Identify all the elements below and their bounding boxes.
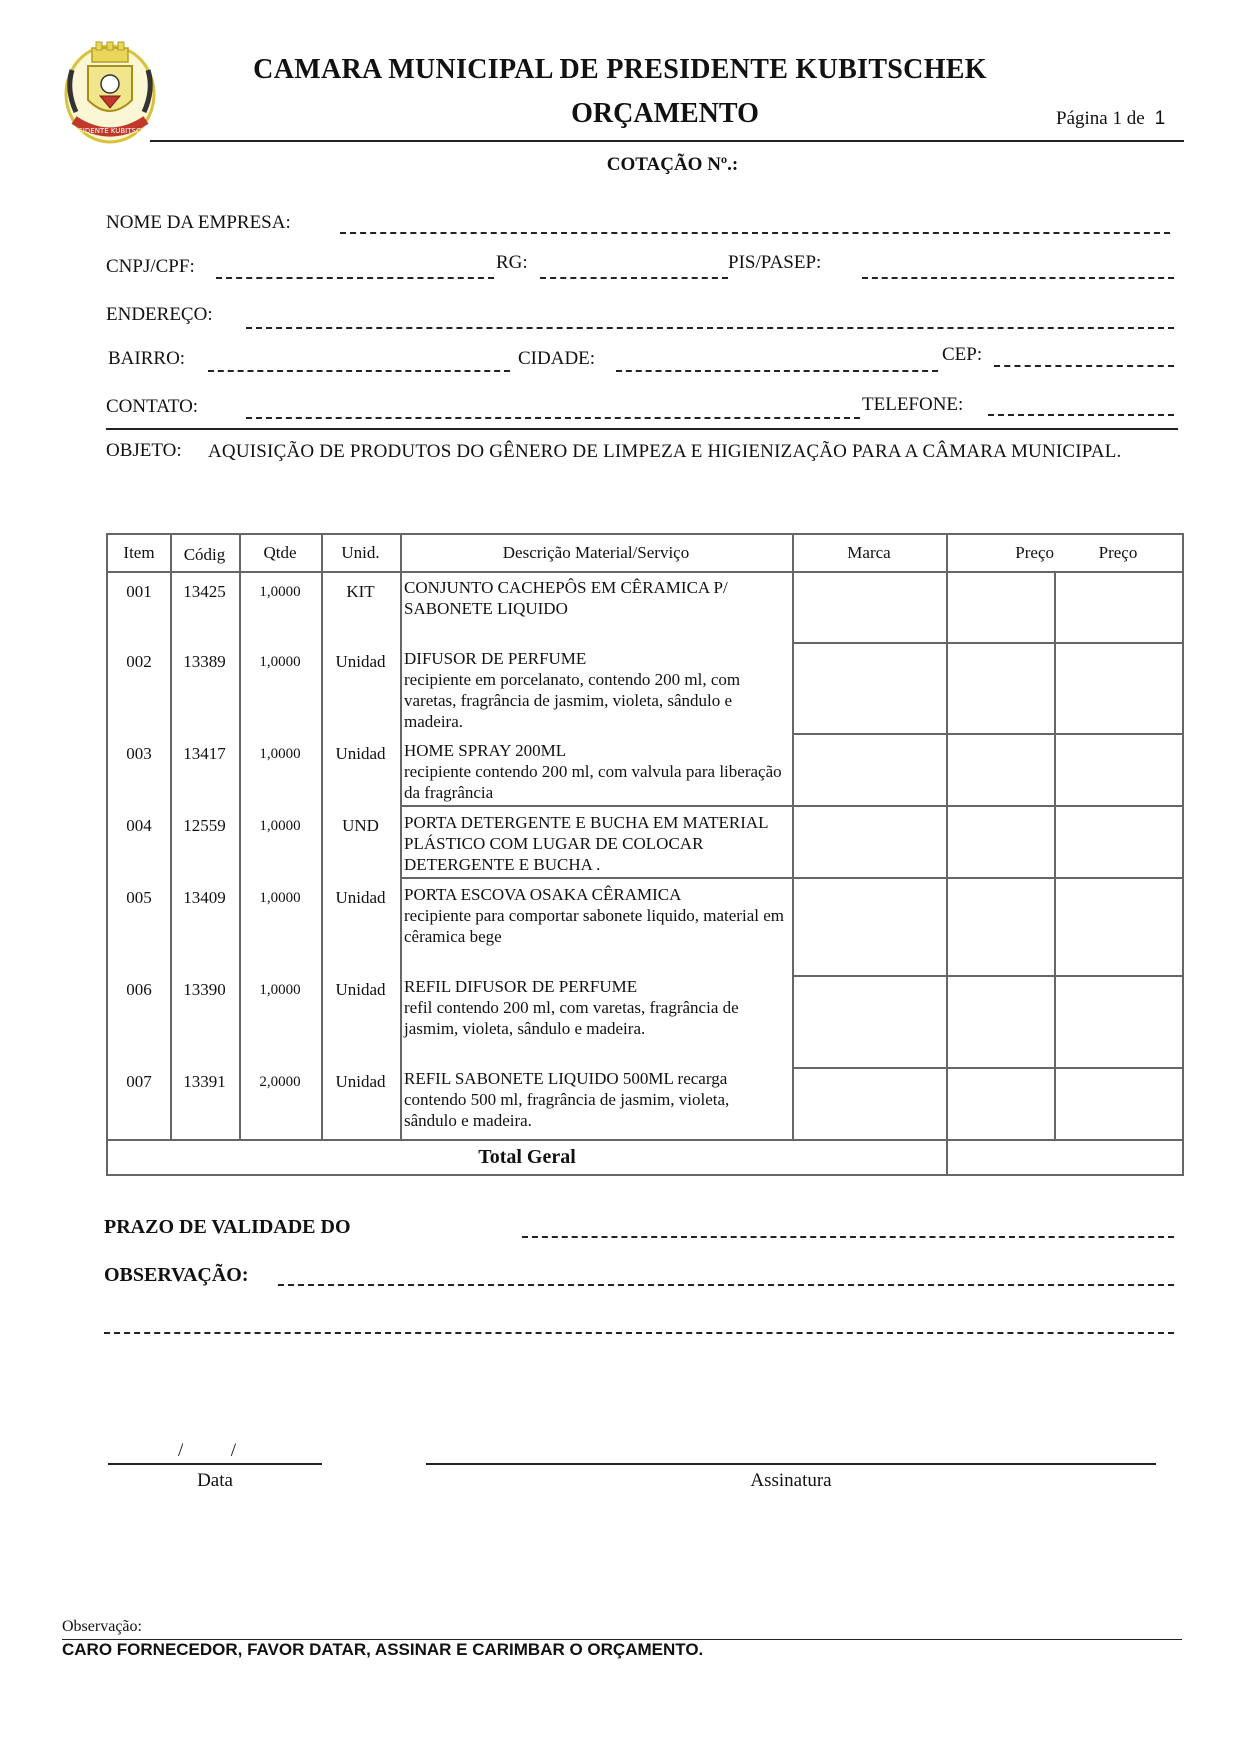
cep-label: CEP: bbox=[942, 344, 983, 365]
desc-title: HOME SPRAY 200ML bbox=[404, 741, 567, 760]
cell-code: 12559 bbox=[183, 816, 226, 835]
cell-qty: 1,0000 bbox=[259, 890, 301, 906]
col-header-item: Item bbox=[123, 543, 155, 562]
cell-item: 004 bbox=[126, 816, 152, 835]
cell-qty: 1,0000 bbox=[259, 746, 301, 762]
row-divider bbox=[400, 805, 1182, 807]
city-label: CIDADE: bbox=[518, 348, 596, 369]
col-divider bbox=[792, 535, 794, 1141]
cell-unit: Unidad bbox=[335, 980, 386, 999]
pis-field[interactable] bbox=[862, 277, 1174, 279]
phone-field[interactable] bbox=[988, 414, 1174, 416]
cell-item: 005 bbox=[126, 888, 152, 907]
col-divider bbox=[239, 535, 241, 1141]
signature-line[interactable] bbox=[426, 1463, 1156, 1465]
desc-detail: recipiente contendo 200 ml, com valvula para liberação da fragrância bbox=[404, 762, 782, 802]
page-label: Página 1 de bbox=[1056, 108, 1145, 129]
cell-unit: Unidad bbox=[335, 1072, 386, 1091]
object-text: AQUISIÇÃO DE PRODUTOS DO GÊNERO DE LIMPEZA E HIGIENIZAÇÃO PARA A CÂMARA MUNICIPAL. bbox=[208, 441, 1122, 462]
col-header-brand: Marca bbox=[847, 543, 891, 562]
desc-title: REFIL SABONETE LIQUIDO 500ML recarga contendo 500 ml, fragrância de jasmim, violeta, sândulo e madeira. bbox=[404, 1069, 730, 1130]
cotacao-label: COTAÇÃO Nº.: bbox=[606, 154, 739, 175]
row-divider bbox=[792, 1067, 1182, 1069]
cell-item: 001 bbox=[126, 582, 152, 601]
desc-title: DIFUSOR DE PERFUME bbox=[404, 649, 587, 668]
col-divider bbox=[321, 535, 323, 1141]
rg-field[interactable] bbox=[540, 277, 728, 279]
row-divider bbox=[108, 1139, 1182, 1141]
col-header-total-price: Preço bbox=[1098, 543, 1138, 562]
validity-label: PRAZO DE VALIDADE DO bbox=[104, 1216, 351, 1238]
address-label: ENDEREÇO: bbox=[106, 304, 213, 325]
cell-unit: UND bbox=[342, 816, 379, 835]
form-divider bbox=[106, 428, 1178, 430]
cell-qty: 1,0000 bbox=[259, 982, 301, 998]
cell-code: 13390 bbox=[183, 980, 226, 999]
col-divider bbox=[1054, 571, 1056, 1141]
col-divider bbox=[400, 535, 402, 1141]
footer-observation-label: Observação: bbox=[62, 1618, 142, 1635]
col-header-unit: Unid. bbox=[341, 543, 380, 562]
rg-label: RG: bbox=[496, 252, 528, 273]
validity-field[interactable] bbox=[522, 1236, 1174, 1238]
cell-item: 006 bbox=[126, 980, 152, 999]
cell-code: 13409 bbox=[183, 888, 226, 907]
cell-description bbox=[404, 812, 786, 875]
observation-field-line2[interactable] bbox=[104, 1332, 1174, 1334]
col-header-code: Códig bbox=[183, 545, 226, 564]
cell-qty: 1,0000 bbox=[259, 584, 301, 600]
desc-title: CONJUNTO CACHEPÔS EM CÊRAMICA P/ SABONETE LIQUIDO bbox=[404, 578, 728, 618]
cell-unit: Unidad bbox=[335, 744, 386, 763]
observation-field[interactable] bbox=[278, 1284, 1174, 1286]
items-table bbox=[106, 533, 1184, 1176]
contact-field[interactable] bbox=[246, 417, 860, 419]
desc-detail: recipiente para comportar sabonete liquido, material em cêramica bege bbox=[404, 906, 784, 946]
org-name: CAMARA MUNICIPAL DE PRESIDENTE KUBITSCHEK bbox=[253, 54, 987, 85]
desc-title: REFIL DIFUSOR DE PERFUME bbox=[404, 977, 638, 996]
cell-item: 003 bbox=[126, 744, 152, 763]
object-label: OBJETO: bbox=[106, 440, 182, 461]
svg-text:PRESIDENTE KUBITSCHEK: PRESIDENTE KUBITSCHEK bbox=[64, 127, 156, 135]
row-divider bbox=[108, 571, 1182, 573]
pis-label: PIS/PASEP: bbox=[728, 252, 822, 273]
phone-label: TELEFONE: bbox=[862, 394, 964, 415]
signature-caption: Assinatura bbox=[750, 1470, 832, 1491]
cell-description bbox=[404, 648, 786, 732]
cell-qty: 1,0000 bbox=[259, 654, 301, 670]
col-header-qty: Qtde bbox=[263, 543, 297, 562]
desc-detail: recipiente em porcelanato, contendo 200 ml, com varetas, fragrância de jasmim, violeta, sândulo e madeira. bbox=[404, 670, 741, 731]
city-field[interactable] bbox=[616, 370, 938, 372]
observation-label: OBSERVAÇÃO: bbox=[104, 1264, 249, 1286]
desc-title: PORTA ESCOVA OSAKA CÊRAMICA bbox=[404, 885, 682, 904]
cell-item: 002 bbox=[126, 652, 152, 671]
cell-code: 13391 bbox=[183, 1072, 226, 1091]
cell-description bbox=[404, 976, 786, 1039]
cell-code: 13425 bbox=[183, 582, 226, 601]
total-geral-label: Total Geral bbox=[478, 1146, 576, 1168]
cell-code: 13417 bbox=[183, 744, 226, 763]
col-header-unit-price: Preço bbox=[1015, 543, 1054, 562]
page-total: 1 bbox=[1154, 108, 1166, 129]
cep-field[interactable] bbox=[994, 365, 1174, 367]
cell-description bbox=[404, 740, 786, 803]
desc-title: PORTA DETERGENTE E BUCHA EM MATERIAL PLÁSTICO COM LUGAR DE COLOCAR DETERGENTE E BUCHA . bbox=[404, 813, 768, 874]
cell-description bbox=[404, 884, 786, 947]
row-divider bbox=[792, 975, 1182, 977]
cnpj-label: CNPJ/CPF: bbox=[106, 256, 195, 277]
cell-unit: KIT bbox=[346, 582, 375, 601]
cnpj-field[interactable] bbox=[216, 277, 494, 279]
cell-qty: 1,0000 bbox=[259, 818, 301, 834]
cell-qty: 2,0000 bbox=[259, 1074, 301, 1090]
row-divider bbox=[792, 733, 1182, 735]
footer-notice: CARO FORNECEDOR, FAVOR DATAR, ASSINAR E CARIMBAR O ORÇAMENTO. bbox=[62, 1640, 704, 1659]
company-name-label: NOME DA EMPRESA: bbox=[106, 212, 291, 233]
col-divider bbox=[170, 535, 172, 1141]
neighborhood-label: BAIRRO: bbox=[108, 348, 186, 369]
desc-detail: refil contendo 200 ml, com varetas, fragrância de jasmim, violeta, sândulo e madeira. bbox=[404, 998, 739, 1038]
cell-description bbox=[404, 577, 786, 619]
header-divider bbox=[150, 140, 1184, 142]
company-name-field[interactable] bbox=[340, 232, 1170, 234]
row-divider bbox=[792, 642, 1182, 644]
cell-item: 007 bbox=[126, 1072, 152, 1091]
cell-unit: Unidad bbox=[335, 652, 386, 671]
col-header-description: Descrição Material/Serviço bbox=[502, 543, 690, 562]
date-slashes: / / bbox=[178, 1440, 237, 1461]
contact-label: CONTATO: bbox=[106, 396, 199, 417]
address-field[interactable] bbox=[246, 327, 1174, 329]
doc-title: ORÇAMENTO bbox=[571, 98, 759, 129]
date-caption: Data bbox=[197, 1470, 233, 1491]
cell-description bbox=[404, 1068, 786, 1131]
date-line[interactable] bbox=[108, 1463, 322, 1465]
cell-code: 13389 bbox=[183, 652, 226, 671]
col-divider bbox=[946, 535, 948, 1176]
cell-unit: Unidad bbox=[335, 888, 386, 907]
page-indicator bbox=[1056, 108, 1165, 130]
neighborhood-field[interactable] bbox=[208, 370, 510, 372]
row-divider bbox=[400, 877, 1182, 879]
